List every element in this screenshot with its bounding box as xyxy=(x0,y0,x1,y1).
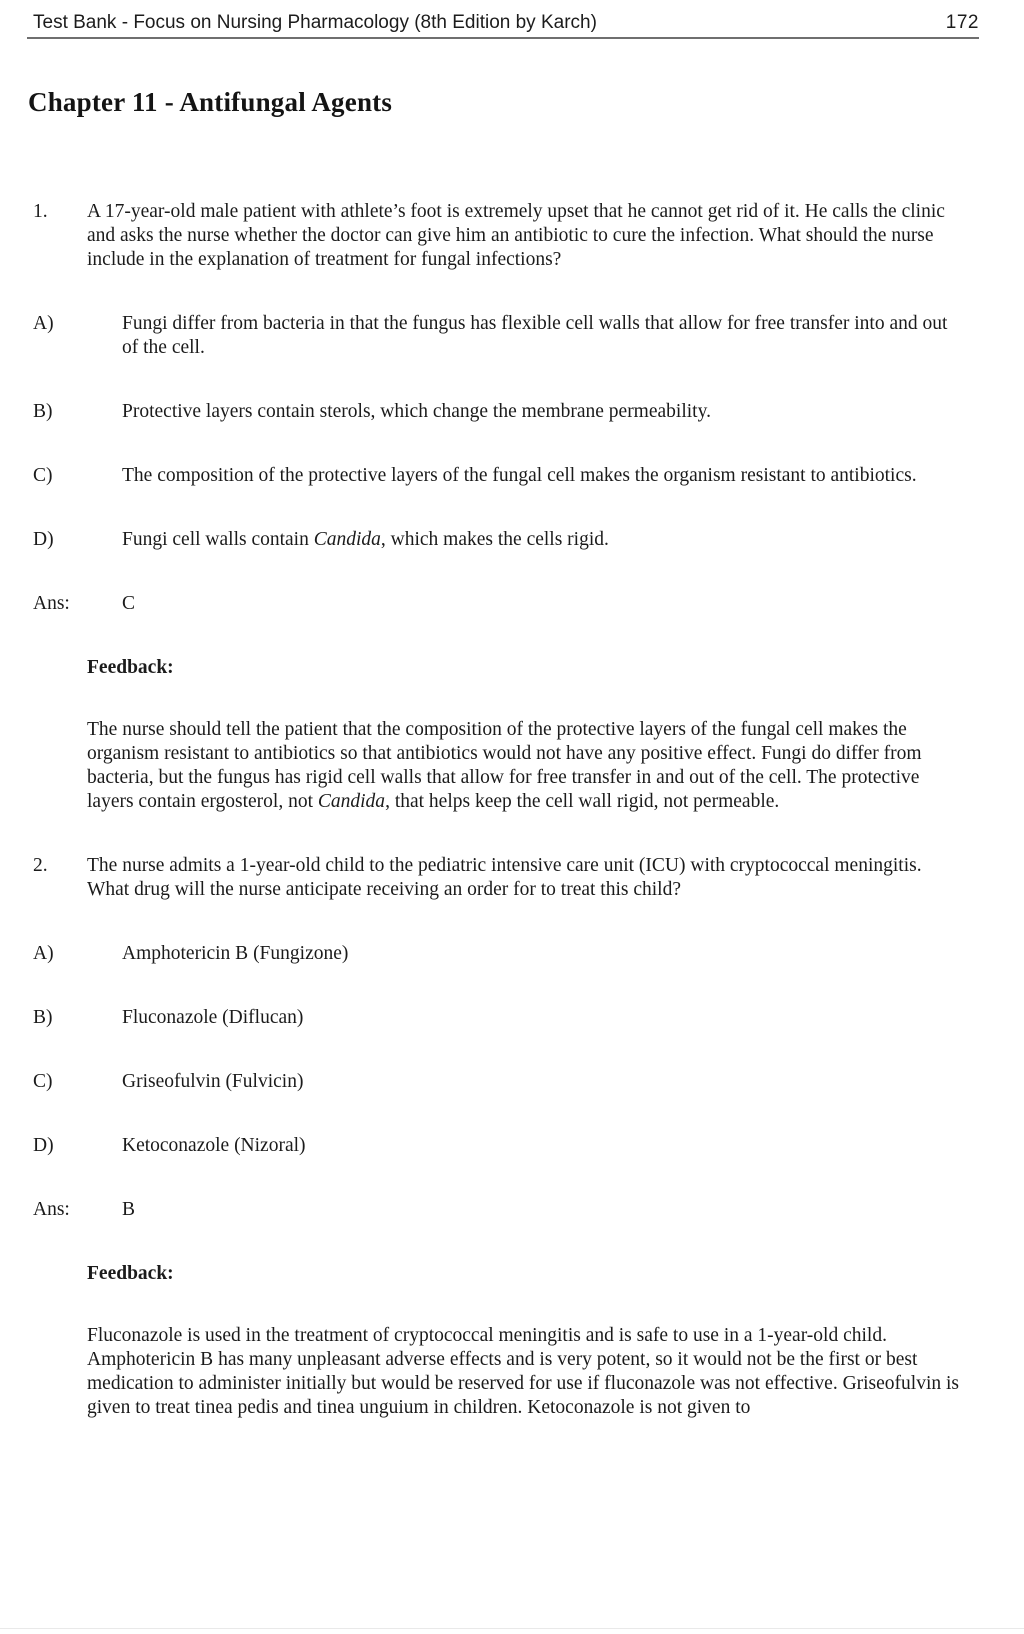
header-title: Test Bank - Focus on Nursing Pharmacology (8th Edition by Karch) xyxy=(33,12,597,33)
option-text: Fungi cell walls contain Candida, which makes the cells rigid. xyxy=(122,529,609,550)
feedback-heading: Feedback: xyxy=(87,657,174,678)
answer-option-b xyxy=(33,1006,994,1030)
question-row xyxy=(33,200,994,272)
option-letter: B) xyxy=(33,1007,53,1028)
question-block-2 xyxy=(33,854,994,1420)
answer-label: Ans: xyxy=(33,593,70,614)
option-letter: D) xyxy=(33,1135,54,1156)
page-boundary-line xyxy=(0,1628,1024,1629)
option-letter: C) xyxy=(33,1071,53,1092)
option-letter: D) xyxy=(33,529,54,550)
feedback-text: The nurse should tell the patient that the composition of the protective layers of the fungal cell makes the organism resistant to antibiotics so that antibiotics would not have any positive effect. Fungi do differ from bacteria, but the fungus has rigid cell walls that allow for free transfer in and out of the cell. The protective layers contain ergosterol, not Candida, that helps keep the cell wall rigid, not permeable. xyxy=(87,719,922,812)
option-letter: A) xyxy=(33,943,54,964)
answer-option-d xyxy=(33,528,994,552)
feedback-text: Fluconazole is used in the treatment of cryptococcal meningitis and is safe to use in a 1-year-old child. Amphotericin B has many unpleasant adverse effects and is very potent, so it would not be the first or best medication to administer initially but would be reserved for use if fluconazole was not effective. Griseofulvin is given to treat tinea pedis and tinea unguium in children. Ketoconazole is not given to xyxy=(87,1325,960,1418)
option-text: Ketoconazole (Nizoral) xyxy=(122,1135,306,1156)
page-header xyxy=(27,12,979,39)
answer-value: C xyxy=(122,593,136,614)
answer-row xyxy=(33,592,994,616)
option-text: Protective layers contain sterols, which change the membrane permeability. xyxy=(122,401,711,422)
option-text: Amphotericin B (Fungizone) xyxy=(122,943,349,964)
option-letter: C) xyxy=(33,465,53,486)
answer-option-d xyxy=(33,1134,994,1158)
option-text: Griseofulvin (Fulvicin) xyxy=(122,1071,304,1092)
page-number: 172 xyxy=(945,12,979,33)
question-number: 2. xyxy=(33,855,48,876)
feedback-heading: Feedback: xyxy=(87,1263,174,1284)
answer-value: B xyxy=(122,1199,136,1220)
answer-option-b xyxy=(33,400,994,424)
answer-label: Ans: xyxy=(33,1199,70,1220)
answer-option-c xyxy=(33,464,994,488)
option-text: Fluconazole (Diflucan) xyxy=(122,1007,304,1028)
question-text: A 17-year-old male patient with athlete’s foot is extremely upset that he cannot get rid of it. He calls the clinic and asks the nurse whether the doctor can give him an antibiotic to cure the infection. What should the nurse include in the explanation of treatment for fungal infections? xyxy=(87,201,945,270)
option-text: The composition of the protective layers of the fungal cell makes the organism resistant to antibiotics. xyxy=(122,465,917,486)
chapter-title: Chapter 11 - Antifungal Agents xyxy=(28,87,393,117)
answer-option-a xyxy=(33,942,994,966)
question-text: The nurse admits a 1-year-old child to the pediatric intensive care unit (ICU) with cryptococcal meningitis. What drug will the nurse anticipate receiving an order for to treat this child? xyxy=(87,855,922,900)
question-row xyxy=(33,854,994,902)
option-letter: A) xyxy=(33,313,54,334)
answer-row xyxy=(33,1198,994,1222)
question-block-1 xyxy=(33,200,994,814)
answer-option-a xyxy=(33,312,994,360)
option-text: Fungi differ from bacteria in that the fungus has flexible cell walls that allow for free transfer into and out of the cell. xyxy=(122,313,948,358)
question-number: 1. xyxy=(33,201,48,222)
answer-option-c xyxy=(33,1070,994,1094)
option-letter: B) xyxy=(33,401,53,422)
